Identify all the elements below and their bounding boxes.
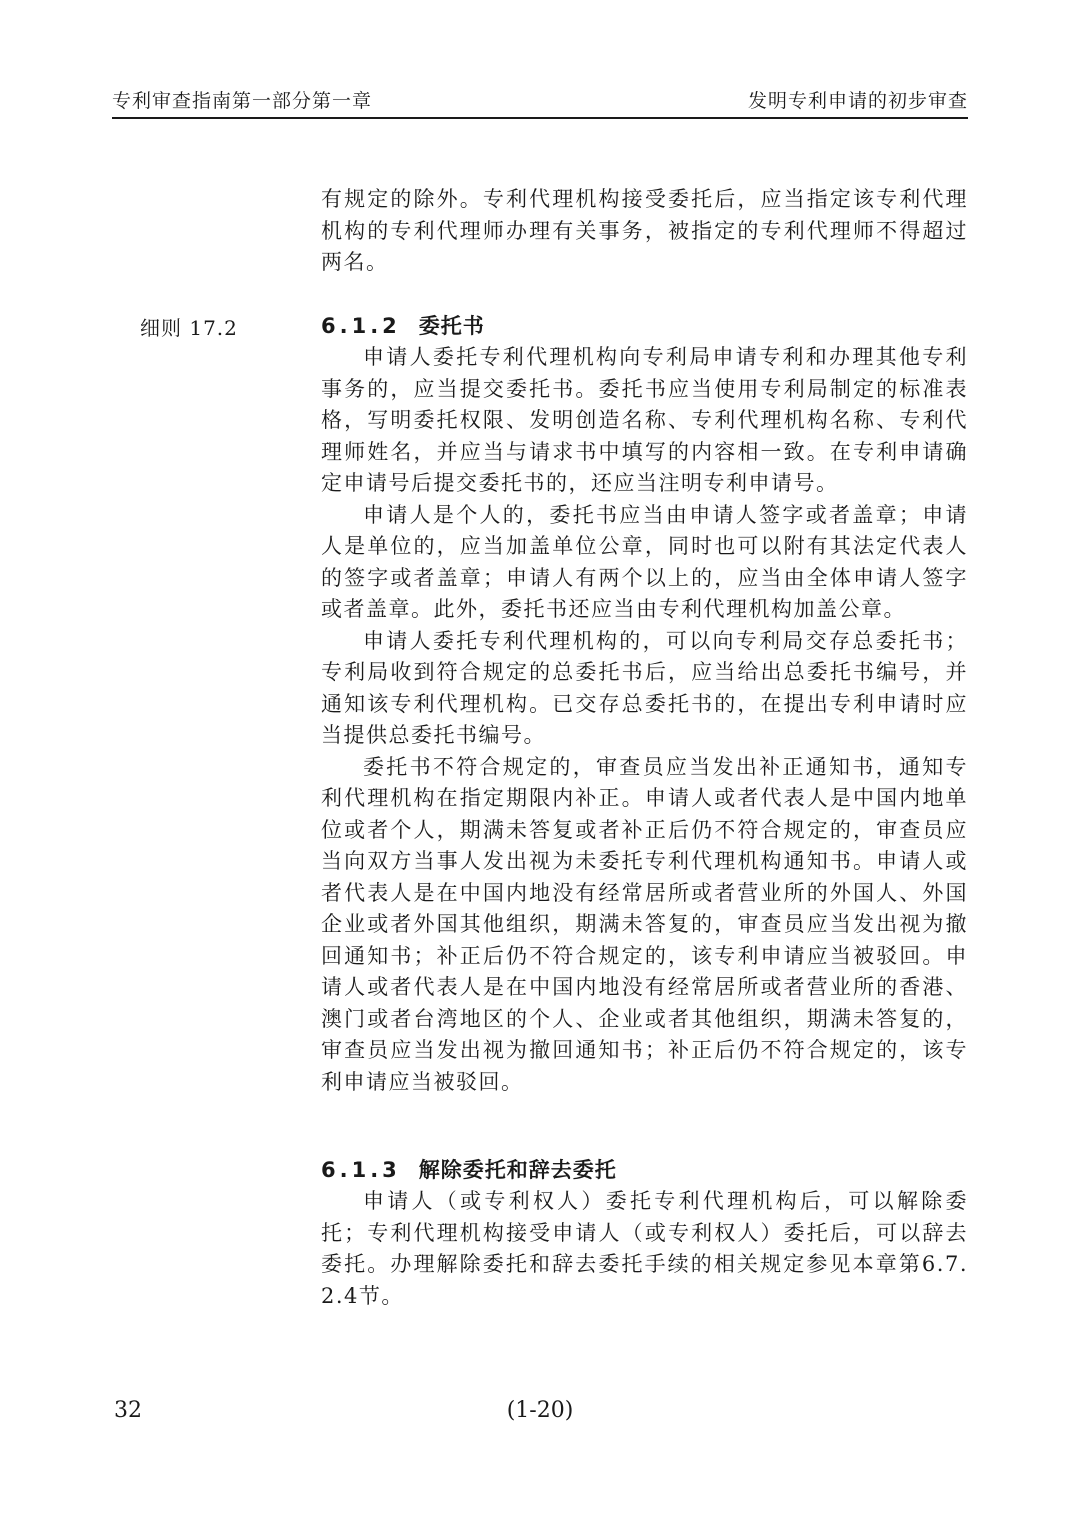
section-title: 解除委托和辞去委托 [418, 1158, 617, 1182]
body-paragraph: 申请人（或专利权人）委托专利代理机构后，可以解除委托；专利代理机构接受申请人（或专利权人）委托后，可以辞去委托。办理解除委托和辞去委托手续的相关规定参见本章第6.7.2.4节。 [321, 1189, 968, 1308]
section-6-1-3-body [321, 1186, 968, 1312]
section-6-1-2-body [321, 342, 968, 1098]
running-header [112, 88, 968, 114]
intro-paragraph-block [321, 184, 968, 279]
body-paragraph: 委托书不符合规定的，审查员应当发出补正通知书，通知专利代理机构在指定期限内补正。申请人或者代表人是中国内地单位或者个人，期满未答复或者补正后仍不符合规定的，审查员应当向双方当事人发出视为未委托专利代理机构通知书。申请人或者代表人是在中国内地没有经常居所或者营业所的外国人、外国企业或者外国其他组织，期满未答复的，审查员应当发出视为撤回通知书；补正后仍不符合规定的，该专利申请应当被驳回。申请人或者代表人是在中国内地没有经常居所或者营业所的香港、澳门或者台湾地区的个人、企业或者其他组织，期满未答复的，审查员应当发出视为撤回通知书；补正后仍不符合规定的，该专利申请应当被驳回。 [321, 754, 968, 1094]
page-number: 32 [114, 1398, 142, 1423]
section-number: 6.1.2 [321, 314, 401, 338]
margin-note-rule-reference: 细则 17.2 [140, 316, 238, 340]
intro-paragraph: 有规定的除外。专利代理机构接受委托后，应当指定该专利代理机构的专利代理师办理有关事务，被指定的专利代理师不得超过两名。 [321, 187, 968, 274]
section-heading-6-1-2 [321, 312, 485, 340]
body-paragraph: 申请人委托专利代理机构向专利局申请专利和办理其他专利事务的，应当提交委托书。委托书应当使用专利局制定的标准表格，写明委托权限、发明创造名称、专利代理机构名称、专利代理师姓名，并应当与请求书中填写的内容相一致。在专利申请确定申请号后提交委托书的，还应当注明专利申请号。 [321, 345, 968, 495]
section-title: 委托书 [418, 314, 485, 338]
section-heading-6-1-3 [321, 1156, 617, 1184]
header-section-title: 发明专利申请的初步审查 [747, 90, 968, 112]
section-number: 6.1.3 [321, 1158, 401, 1182]
body-paragraph: 申请人是个人的，委托书应当由申请人签字或者盖章；申请人是单位的，应当加盖单位公章，同时也可以附有其法定代表人的签字或者盖章；申请人有两个以上的，应当由全体申请人签字或者盖章。此外，委托书还应当由专利代理机构加盖公章。 [321, 502, 968, 621]
body-paragraph: 申请人委托专利代理机构的，可以向专利局交存总委托书；专利局收到符合规定的总委托书后，应当给出总委托书编号，并通知该专利代理机构。已交存总委托书的，在提出专利申请时应当提供总委托书编号。 [321, 628, 968, 747]
header-chapter-title: 专利审查指南第一部分第一章 [112, 90, 373, 112]
header-rule [112, 117, 968, 119]
section-page-code: (1-20) [506, 1398, 574, 1423]
